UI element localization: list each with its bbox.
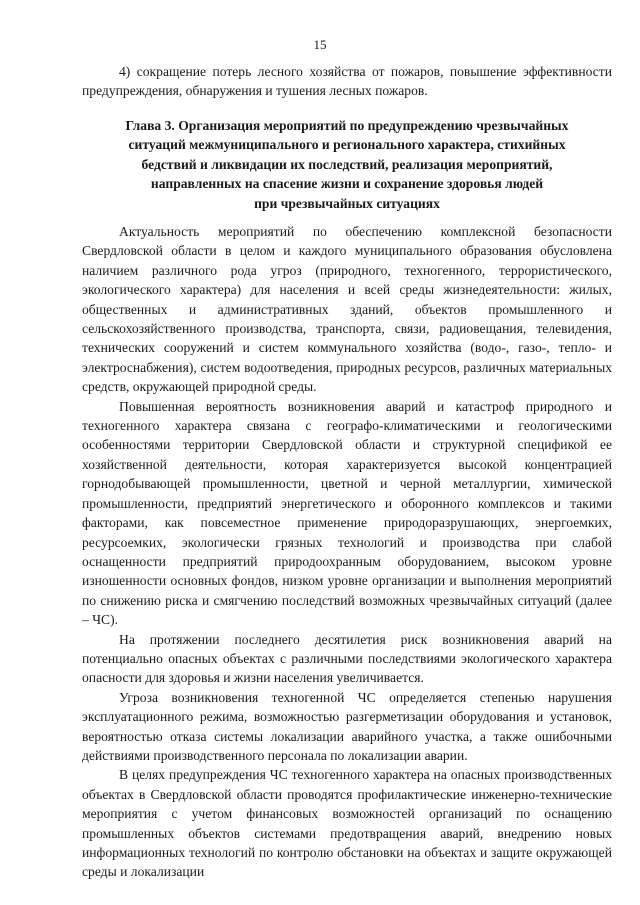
intro-paragraph: 4) сокращение потерь лесного хозяйства от пожаров, повышение эффективности предупреждения, обнаружения и тушения лесных пожаров.: [82, 64, 612, 99]
paragraph: Повышенная вероятность возникновения аварий и катастроф природного и техногенного характера связана с географо-климатическими и геологическими особенностями территории Свердловской области и структурной спецификой ее хозяйственной деятельности, которая характеризуется высокой концентрацией горнодобывающей промышленности, цветной и черной металлургии, химической промышленности, предприятий энергетического и оборонного комплексов и такими факторами, как повсеместное применение природоразрушающих, энергоемких, ресурсоемких, экологически грязных технологий и производства при слабой оснащенности предприятий природоохранным оборудованием, высоком уровне изношенности основных фондов, низком уровне организации и выполнения мероприятий по снижению риска и смягчению последствий возможных чрезвычайных ситуаций (далее – ЧС).: [82, 398, 612, 628]
paragraph: В целях предупреждения ЧС техногенного характера на опасных производственных объектах в Свердловской области проводятся профилактические инженерно-технические мероприятия с учетом финансовых возможностей организаций по оснащению промышленных объектов системами предотвращения аварий, внедрению новых информационных технологий по контролю обстановки на объектах и защите окружающей среды и локализации: [82, 767, 612, 880]
page-number: 15: [313, 37, 327, 52]
main-text: [82, 222, 612, 882]
chapter-heading-line: Глава 3. Организация мероприятий по предупреждению чрезвычайных: [125, 118, 569, 133]
paragraph: На протяжении последнего десятилетия риск возникновения аварий на потенциально опасных объектах с различными последствиями экологического характера опасности для здоровья и жизни населения увеличивается.: [82, 631, 612, 686]
chapter-heading-line: ситуаций межмуниципального и регионального характера, стихийных: [128, 137, 566, 153]
paragraph: Угроза возникновения техногенной ЧС определяется степенью нарушения эксплуатационного режима, возможностью разгерметизации оборудования и установок, вероятностью отказа системы локализации аварийного участка, а также ошибочными действиями производственного персонала по локализации аварии.: [82, 689, 612, 763]
intro-block: [82, 62, 612, 101]
chapter-heading-line: при чрезвычайных ситуациях: [254, 195, 440, 211]
chapter-heading-line: бедствий и ликвидации их последствий, реализация мероприятий,: [141, 156, 553, 172]
chapter-heading-line: направленных на спасение жизни и сохранение здоровья людей: [150, 176, 544, 192]
paragraph: Актуальность мероприятий по обеспечению комплексной безопасности Свердловской области в целом и каждого муниципального образования обусловлена наличием различного рода угроз (природного, техногенного, террористического, экологического характера) для населения и всей среды жизнедеятельности: жилых, общественных и административных зданий, объектов промышленного и сельскохозяйственного производства, транспорта, связи, радиовещания, телевидения, технических сооружений и систем коммунального хозяйства (водо-, газо-, тепло- и электроснабжения), систем водоотведения, природных ресурсов, различных материальных средств, окружающей природной среды.: [82, 224, 612, 395]
chapter-heading: [82, 116, 612, 213]
